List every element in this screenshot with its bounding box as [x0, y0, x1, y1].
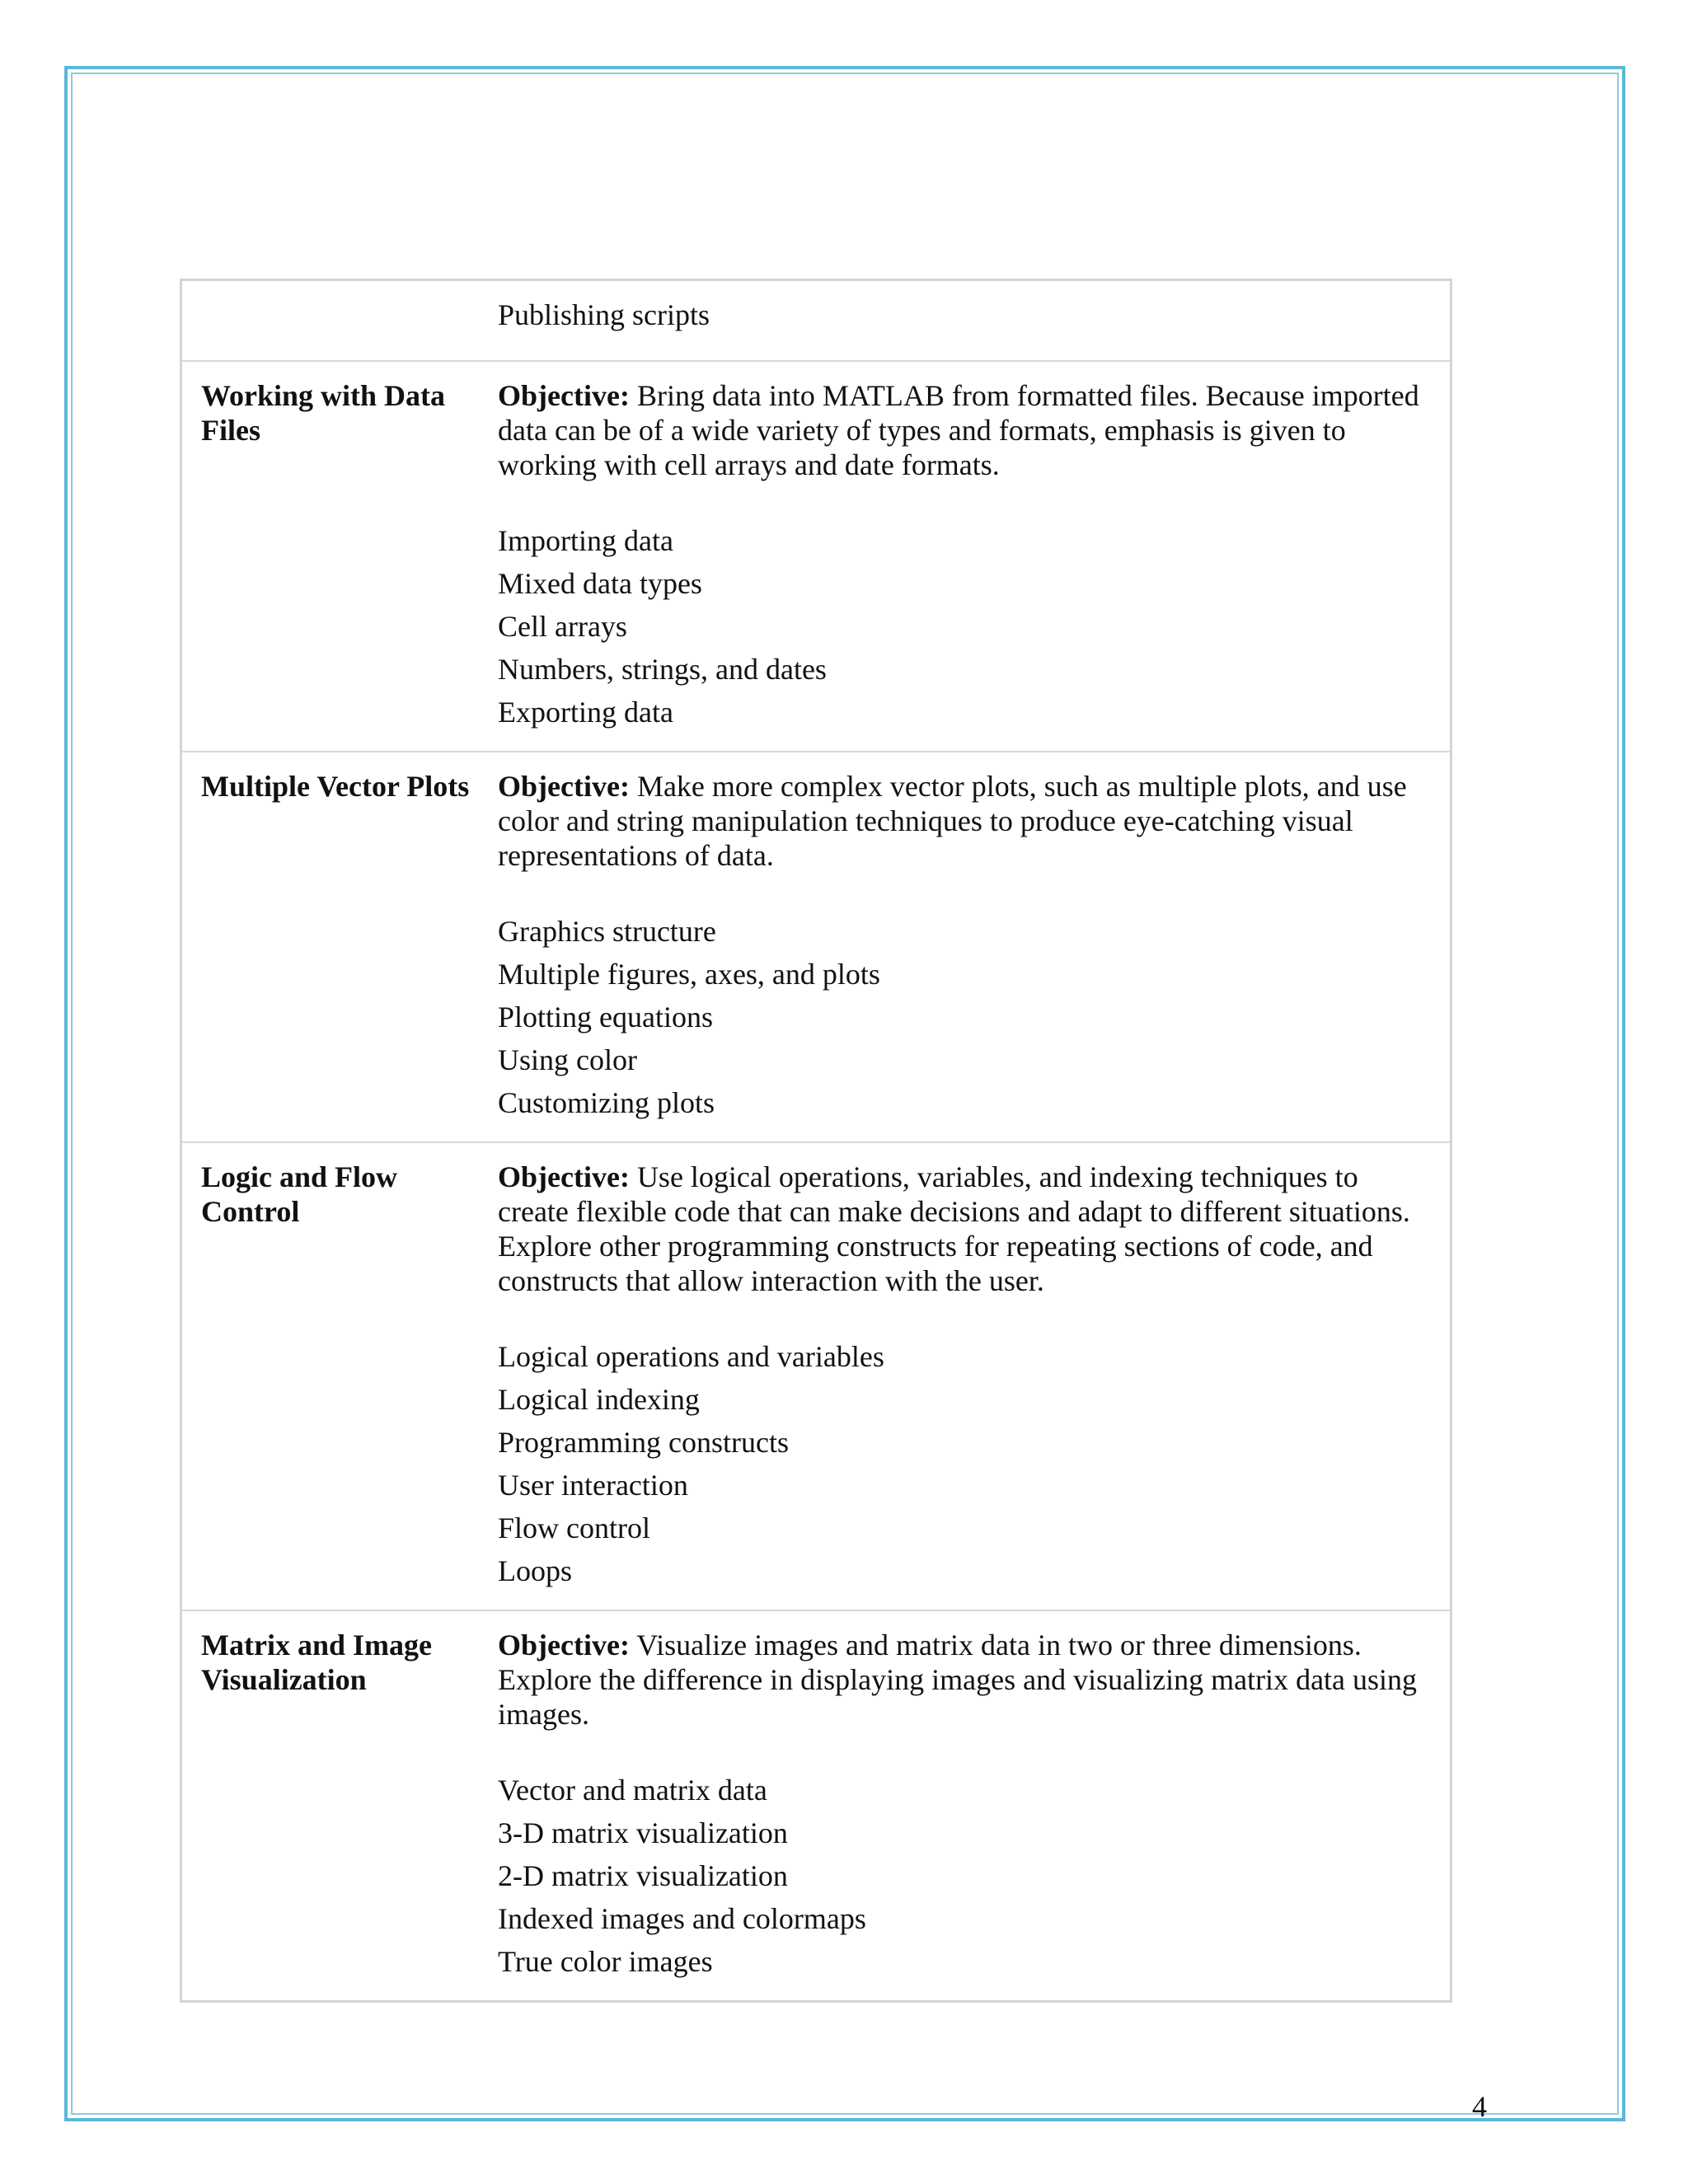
topic-item: True color images — [498, 1945, 713, 1978]
topic-list — [498, 298, 1425, 332]
section-title: Working with Data Files — [181, 361, 482, 752]
objective-label: Objective: — [498, 770, 630, 803]
topic-item: User interaction — [498, 1469, 688, 1502]
course-outline-table — [180, 279, 1452, 2003]
topic-item: Indexed images and colormaps — [498, 1902, 866, 1935]
topic-list — [498, 1773, 1425, 1979]
topic-item: Flow control — [498, 1511, 650, 1544]
topic-item: Importing data — [498, 524, 673, 557]
topic-list — [498, 914, 1425, 1120]
table-row — [181, 1610, 1451, 2002]
section-title: Multiple Vector Plots — [181, 752, 482, 1142]
objective-label: Objective: — [498, 379, 630, 412]
topic-item: Graphics structure — [498, 915, 716, 948]
topic-item: 3-D matrix visualization — [498, 1816, 788, 1849]
section-title-cell — [181, 280, 482, 362]
topic-item: Logical operations and variables — [498, 1340, 884, 1373]
table-row — [181, 1142, 1451, 1610]
topic-item: Loops — [498, 1554, 572, 1587]
topic-list — [498, 1339, 1425, 1588]
topic-item: Logical indexing — [498, 1383, 700, 1416]
objective-paragraph — [498, 1628, 1425, 1732]
section-body-cell — [481, 280, 1451, 362]
topic-item: Programming constructs — [498, 1426, 789, 1459]
section-body-cell — [481, 1610, 1451, 2002]
topic-item: Mixed data types — [498, 567, 702, 600]
objective-text: Bring data into MATLAB from formatted files. Because imported data can be of a wide variety of types and formats, emphasis is given to working with cell arrays and date formats. — [498, 379, 1419, 481]
objective-text: Visualize images and matrix data in two or three dimensions. Explore the difference in displaying images and visualizing matrix data using images. — [498, 1629, 1418, 1731]
section-body-cell — [481, 361, 1451, 752]
topic-item: Customizing plots — [498, 1086, 715, 1119]
topic-item: Plotting equations — [498, 1001, 713, 1033]
topic-list — [498, 523, 1425, 729]
table-row — [181, 752, 1451, 1142]
topic-item: Vector and matrix data — [498, 1774, 767, 1807]
table-row — [181, 280, 1451, 362]
section-body-cell — [481, 1142, 1451, 1610]
topic-item: Publishing scripts — [498, 298, 710, 331]
topic-item: Exporting data — [498, 696, 673, 729]
objective-paragraph — [498, 378, 1425, 482]
page-number: 4 — [1472, 2090, 1487, 2123]
objective-paragraph — [498, 769, 1425, 873]
section-body-cell — [481, 752, 1451, 1142]
objective-label: Objective: — [498, 1160, 630, 1193]
table-row — [181, 361, 1451, 752]
topic-item: Numbers, strings, and dates — [498, 653, 827, 686]
topic-item: 2-D matrix visualization — [498, 1859, 788, 1892]
section-title: Matrix and Image Visualization — [181, 1610, 482, 2002]
objective-paragraph — [498, 1160, 1425, 1298]
topic-item: Multiple figures, axes, and plots — [498, 958, 880, 991]
topic-item: Using color — [498, 1043, 637, 1076]
topic-item: Cell arrays — [498, 610, 627, 643]
objective-text: Make more complex vector plots, such as multiple plots, and use color and string manipulation techniques to produce eye-catching visual representations of data. — [498, 770, 1407, 872]
section-title: Logic and Flow Control — [181, 1142, 482, 1610]
objective-text: Use logical operations, variables, and indexing techniques to create flexible code that can make decisions and adapt to different situations. Explore other programming constructs for repeating sections of code, and constructs that allow interaction with the user. — [498, 1160, 1410, 1297]
objective-label: Objective: — [498, 1629, 630, 1661]
